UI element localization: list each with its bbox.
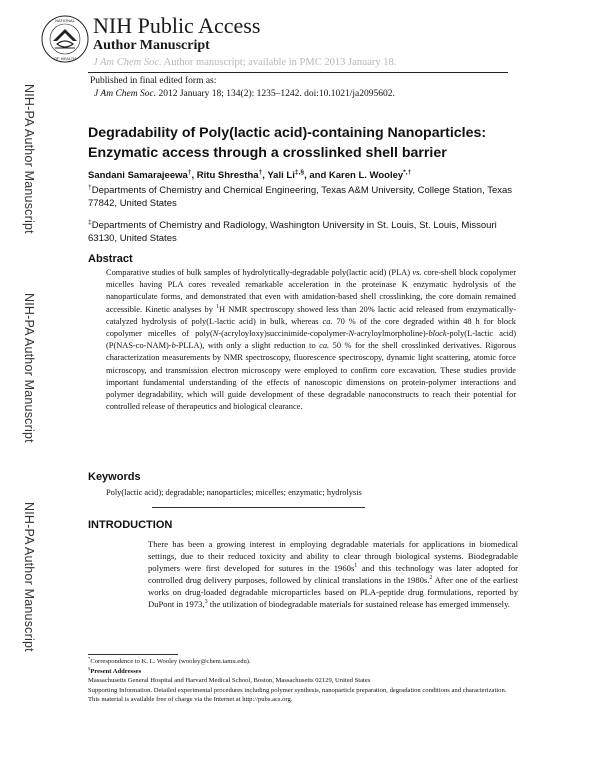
paper-title: Degradability of Poly(lactic acid)-containing Nanoparticles: Enzymatic access through a crosslinked shell barrier bbox=[88, 125, 487, 161]
footnotes bbox=[88, 657, 518, 705]
author-separator: , and bbox=[304, 170, 329, 181]
nih-logo bbox=[40, 14, 90, 64]
text-run: H NMR spectroscopy showed less than 20% lactic acid released from enzymatically-catalyzed hydrolysis of poly(L-lactic acid) in bulk, whereas bbox=[106, 304, 517, 326]
text-run: ca. bbox=[322, 316, 333, 326]
author-name: Sandani Samarajeewa bbox=[88, 170, 188, 181]
correspondence-mark: * bbox=[88, 655, 91, 661]
published-label: Published in final edited form as: bbox=[90, 76, 217, 86]
text-run: Comparative studies of bulk samples of hydrolytically-degradable poly(lactic acid) (PLA) bbox=[106, 268, 413, 277]
present-label-text: Present Addresses bbox=[90, 667, 142, 675]
text-run: N bbox=[212, 329, 219, 339]
text-run: vs. bbox=[412, 268, 422, 277]
author-name: Yali Li bbox=[267, 170, 295, 181]
text-run: There has been a growing interest in employing degradable materials for applications in biomedical settings, due to their reduced toxicity and ability to clear through biological systems. Biodegradable polymers were first developed for sutures in the 1960s bbox=[148, 539, 518, 574]
keywords-list: Poly(lactic acid); degradable; nanoparticles; micelles; enzymatic; hydrolysis bbox=[106, 488, 362, 497]
text-run: N bbox=[348, 329, 355, 339]
author-separator: , bbox=[191, 170, 197, 181]
supporting-info: Supporting Information. Detailed experimental procedures including polymer synthesis, nanoparticle preparation, degradation conditions and characterization. This material is available free of charge via the Internet at http://pubs.acs.org. bbox=[88, 686, 507, 704]
header-divider bbox=[88, 72, 508, 73]
correspondence-text: Correspondence to K. L. Wooley (wooley@chem.tamu.edu). bbox=[90, 658, 251, 665]
affiliation-text: Departments of Chemistry and Chemical Engineering, Texas A&M University, College Station, Texas 77842, United States bbox=[88, 185, 513, 209]
text-run: -poly(L-lactic acid) (P(NAS-co-NAM)- bbox=[106, 329, 516, 351]
text-run: block bbox=[428, 329, 447, 339]
text-run: 50 % for the shell crosslinked derivatives. Rigorous characterization measurements by NMR spectroscopy, fluorescence spectroscopy, dynamic light scattering, atomic force microscopy, and transmission electron microscopy were employed to confirm core excavation. These studies provide important fundamental understanding of the effects of nanoscopic dimensions on protein-polymer interactions and polymer degradability, which will guide development of these degradable nanoconstructs to reach their potential for controlled release of therapeutics and biological clearance. bbox=[106, 341, 516, 412]
author-list bbox=[88, 170, 411, 181]
text-run: b bbox=[171, 341, 176, 351]
present-address-text: Massachusetts General Hospital and Harvard Medical School, Boston, Massachusetts 02129, United States bbox=[88, 677, 371, 685]
author-mark: *,† bbox=[403, 168, 412, 176]
footnote-divider bbox=[88, 654, 178, 655]
affiliation-2 bbox=[88, 219, 518, 245]
sidebar-label-bottom: NIH-PA Author Manuscript bbox=[22, 502, 36, 652]
text-run: -PLLA), with only a slight reduction to bbox=[175, 341, 320, 351]
text-run: -acryloylmorpholine)- bbox=[354, 329, 429, 339]
introduction-body bbox=[148, 538, 518, 611]
text-run: the utilization of biodegradable materials for sustained release has emerged immensely. bbox=[207, 599, 510, 610]
affiliation-text: Departments of Chemistry and Radiology, Washington University in St. Louis, St. Louis, Missouri 63130, United States bbox=[88, 220, 497, 244]
author-mark: † bbox=[187, 168, 192, 176]
availability-note: Author manuscript; available in PMC 2013 January 18. bbox=[163, 57, 397, 68]
author-separator: , bbox=[262, 170, 268, 181]
author-mark: ‡,§ bbox=[294, 168, 305, 176]
citation-details: 2012 January 18; 134(2): 1235–1242. doi:10.1021/ja2095602. bbox=[158, 89, 395, 99]
citation bbox=[94, 89, 395, 99]
header-journal-note bbox=[93, 57, 396, 68]
header-title: NIH Public Access bbox=[93, 13, 261, 38]
abstract-heading: Abstract bbox=[88, 253, 133, 265]
author-name: Karen L. Wooley bbox=[328, 170, 404, 181]
reference-mark: 1 bbox=[354, 563, 358, 570]
reference-mark: 1 bbox=[216, 303, 219, 310]
section-divider bbox=[152, 507, 365, 508]
author-name: Ritu Shrestha bbox=[196, 170, 259, 181]
abstract-body bbox=[106, 267, 516, 413]
journal-abbrev: J Am Chem Soc. bbox=[93, 57, 162, 68]
sidebar-label-middle: NIH-PA Author Manuscript bbox=[22, 293, 36, 443]
sidebar-label-top: NIH-PA Author Manuscript bbox=[22, 84, 36, 234]
reference-mark: 2 bbox=[429, 575, 433, 582]
reference-mark: 3 bbox=[204, 599, 208, 606]
text-run: After one of the earliest works on drug-loaded degradable microparticles based on PLA-peptide drug formulations, reported by DuPont in 1973, bbox=[148, 575, 518, 610]
text-run: core-shell block copolymer micelles having PLA cores revealed remarkable acceleration in the proteinase K enzymatic hydrolysis of the nanoparticulate forms, and demonstrated that even with amidation-based shell crosslinking, the core domain remained accessible. Kinetic analyses by bbox=[106, 268, 516, 314]
correspondence-note bbox=[88, 657, 518, 667]
text-run: ca. bbox=[319, 341, 330, 351]
header-subtitle: Author Manuscript bbox=[93, 38, 210, 53]
svg-text:NATIONAL: NATIONAL bbox=[55, 18, 75, 23]
svg-text:OF HEALTH: OF HEALTH bbox=[53, 56, 77, 61]
introduction-heading: INTRODUCTION bbox=[88, 519, 173, 531]
text-run: 70 % of the core degraded within 48 h for block copolymer micelles of poly( bbox=[106, 316, 516, 339]
keywords-heading: Keywords bbox=[88, 471, 141, 483]
text-run: and this technology was later adopted for controlled drug delivery purposes, followed by clinical translations in the 1980s. bbox=[148, 563, 519, 586]
present-mark: § bbox=[88, 665, 91, 671]
present-address-label bbox=[88, 667, 518, 677]
affiliation-1 bbox=[88, 184, 518, 210]
author-mark: † bbox=[258, 168, 263, 176]
text-run: -(acryloyloxy)succinimide-copolymer- bbox=[218, 329, 349, 339]
affiliation-mark: ‡ bbox=[88, 218, 92, 226]
affiliation-mark: † bbox=[88, 183, 92, 191]
citation-journal: J Am Chem Soc. bbox=[94, 89, 157, 99]
